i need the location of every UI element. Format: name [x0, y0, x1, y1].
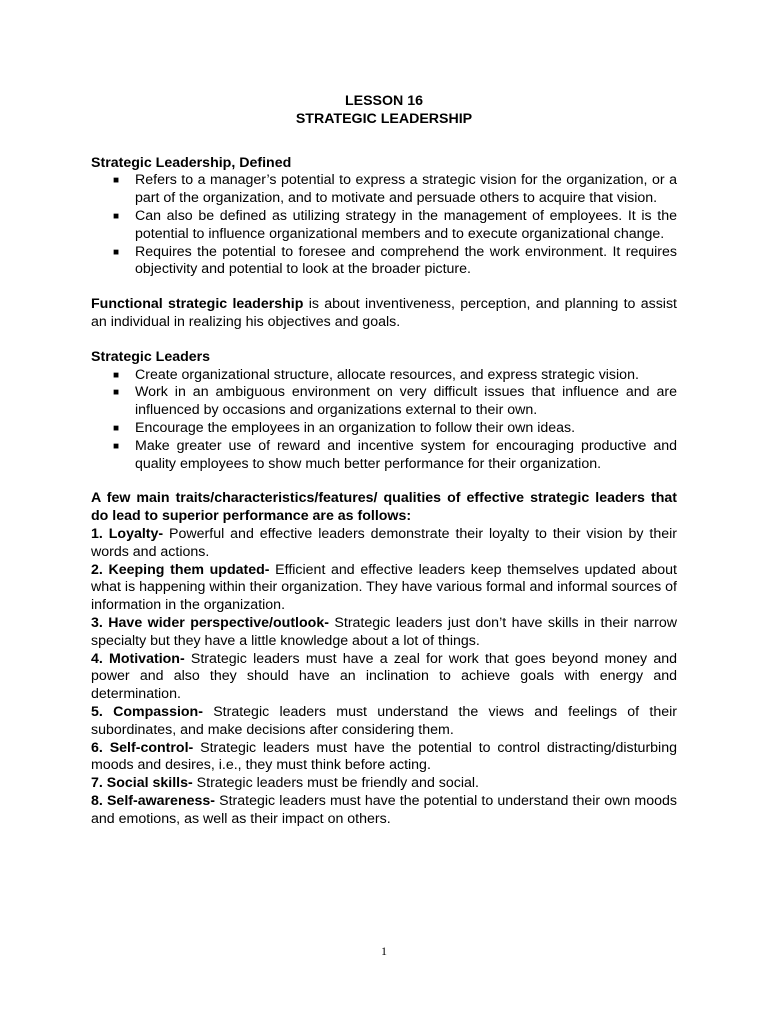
defined-bullet-list: [91, 172, 677, 279]
list-item: ■ Create organizational structure, allocate resources, and express strategic vision.: [113, 366, 639, 383]
traits-intro: A few main traits/characteristics/features/ qualities of effective strategic leaders that do lead to superior performance are as follows:: [91, 490, 677, 525]
page-number: 1: [381, 944, 387, 958]
square-bullet-icon: ■: [113, 369, 120, 381]
list-item: ■ Requires the potential to foresee and comprehend the work environment. It requires objectivity and potential to look at the broader picture.: [113, 243, 677, 278]
list-item: ■ Make greater use of reward and incentive system for encouraging productive and quality employees to show much better performance for their organization.: [113, 437, 677, 472]
square-bullet-icon: ■: [113, 387, 120, 399]
functional-term: Functional strategic leadership: [91, 296, 304, 313]
list-item: ■ Encourage the employees in an organization to follow their own ideas.: [113, 419, 576, 436]
square-bullet-icon: ■: [113, 422, 120, 434]
trait-item-self-awareness: 8. Self-awareness- Strategic leaders must have the potential to understand their own moods and emotions, as well as their impact on others.: [91, 792, 677, 827]
square-bullet-icon: ■: [113, 246, 120, 258]
functional-paragraph: [91, 296, 677, 332]
trait-item-compassion: 5. Compassion- Strategic leaders must understand the views and feelings of their subordinates, and make decisions after considering them.: [91, 703, 677, 738]
trait-item-self-control: 6. Self-control- Strategic leaders must have the potential to control distracting/disturbing moods and desires, i.e., they must think before acting.: [91, 739, 677, 774]
trait-item-loyalty: 1. Loyalty- Powerful and effective leaders demonstrate their loyalty to their vision by their words and actions.: [91, 525, 677, 560]
trait-item-social-skills: 7. Social skills- Strategic leaders must be friendly and social.: [91, 775, 479, 792]
document-page: [91, 93, 677, 828]
section-heading-defined: Strategic Leadership, Defined: [91, 154, 292, 171]
trait-item-updated: 2. Keeping them updated- Efficient and effective leaders keep themselves updated about what is happening within their organization. They have various formal and informal sources of information in the organization.: [91, 561, 677, 614]
list-item: ■ Work in an ambiguous environment on very difficult issues that influence and are influenced by occasions and organizations external to their own.: [113, 384, 677, 419]
list-item: ■ Can also be defined as utilizing strategy in the management of employees. It is the potential to influence organizational members and to execute organizational change.: [113, 207, 677, 242]
list-item: ■ Refers to a manager’s potential to express a strategic vision for the organization, or a part of the organization, and to motivate and persuade others to acquire that vision.: [113, 172, 677, 207]
square-bullet-icon: ■: [113, 440, 120, 452]
square-bullet-icon: ■: [113, 210, 120, 222]
lesson-number: LESSON 16: [344, 93, 424, 109]
section-heading-leaders: Strategic Leaders: [91, 348, 211, 365]
leaders-bullet-list: [91, 367, 677, 474]
lesson-title: STRATEGIC LEADERSHIP: [295, 110, 473, 127]
trait-item-motivation: 4. Motivation- Strategic leaders must have a zeal for work that goes beyond money and power and also they should have an inclination to achieve goals with energy and determination.: [91, 650, 677, 703]
functional-description: is about inventiveness, perception, and planning to assist an individual in realizing his objectives and goals.: [91, 296, 677, 330]
trait-item-perspective: 3. Have wider perspective/outlook- Strategic leaders just don’t have skills in their narrow specialty but they have a little knowledge about a lot of things.: [91, 614, 677, 649]
square-bullet-icon: ■: [113, 175, 120, 187]
